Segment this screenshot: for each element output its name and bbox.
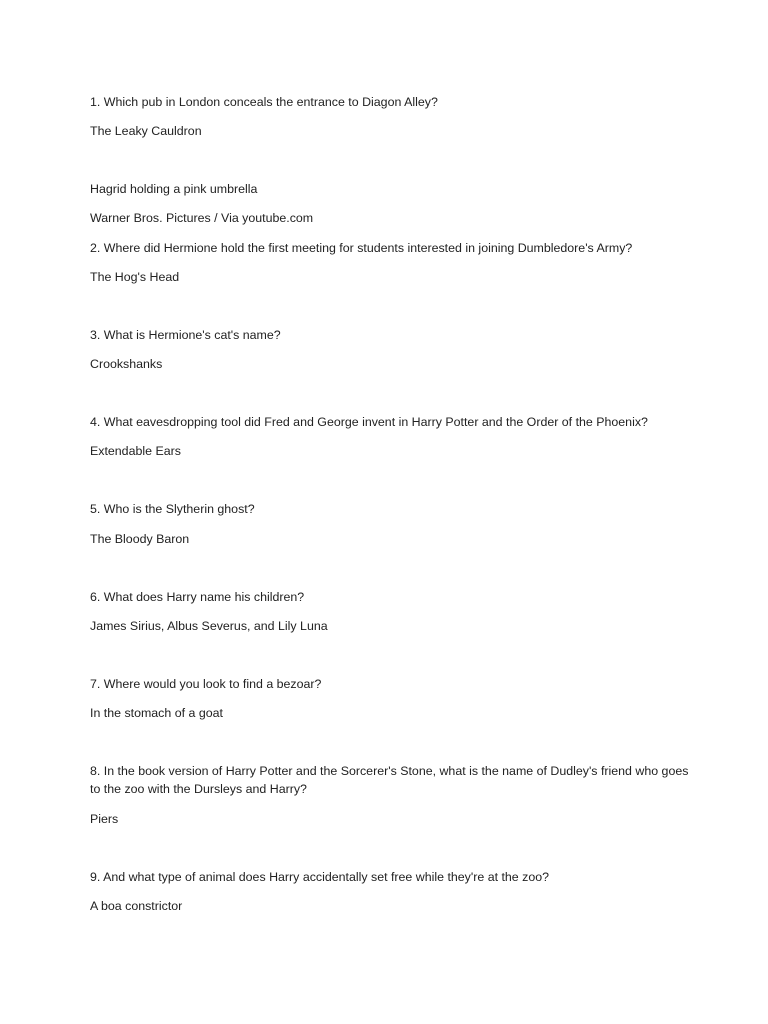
image-caption: Hagrid holding a pink umbrella	[90, 182, 258, 196]
question-3: 3. What is Hermione's cat's name?	[90, 328, 281, 342]
question-9: 9. And what type of animal does Harry accidentally set free while they're at the zoo?	[90, 870, 550, 884]
answer-9: A boa constrictor	[90, 899, 183, 913]
answer-7: In the stomach of a goat	[90, 706, 223, 720]
answer-3: Crookshanks	[90, 357, 163, 371]
question-7: 7. Where would you look to find a bezoar?	[90, 677, 322, 691]
question-1: 1. Which pub in London conceals the entrance to Diagon Alley?	[90, 95, 438, 109]
question-2: 2. Where did Hermione hold the first meeting for students interested in joining Dumbledore's Army?	[90, 241, 633, 255]
question-5: 5. Who is the Slytherin ghost?	[90, 502, 255, 516]
answer-8: Piers	[90, 812, 119, 826]
image-credit: Warner Bros. Pictures / Via youtube.com	[90, 211, 314, 225]
question-8: 8. In the book version of Harry Potter and the Sorcerer's Stone, what is the name of Dudley's friend who goes to the zoo with the Dursleys and Harry?	[90, 764, 689, 796]
answer-4: Extendable Ears	[90, 444, 181, 458]
question-6: 6. What does Harry name his children?	[90, 590, 305, 604]
answer-6: James Sirius, Albus Severus, and Lily Luna	[90, 619, 328, 633]
answer-1: The Leaky Cauldron	[90, 124, 202, 138]
question-4: 4. What eavesdropping tool did Fred and George invent in Harry Potter and the Order of the Phoenix?	[90, 415, 648, 429]
answer-2: The Hog's Head	[90, 270, 180, 284]
answer-5: The Bloody Baron	[90, 532, 190, 546]
